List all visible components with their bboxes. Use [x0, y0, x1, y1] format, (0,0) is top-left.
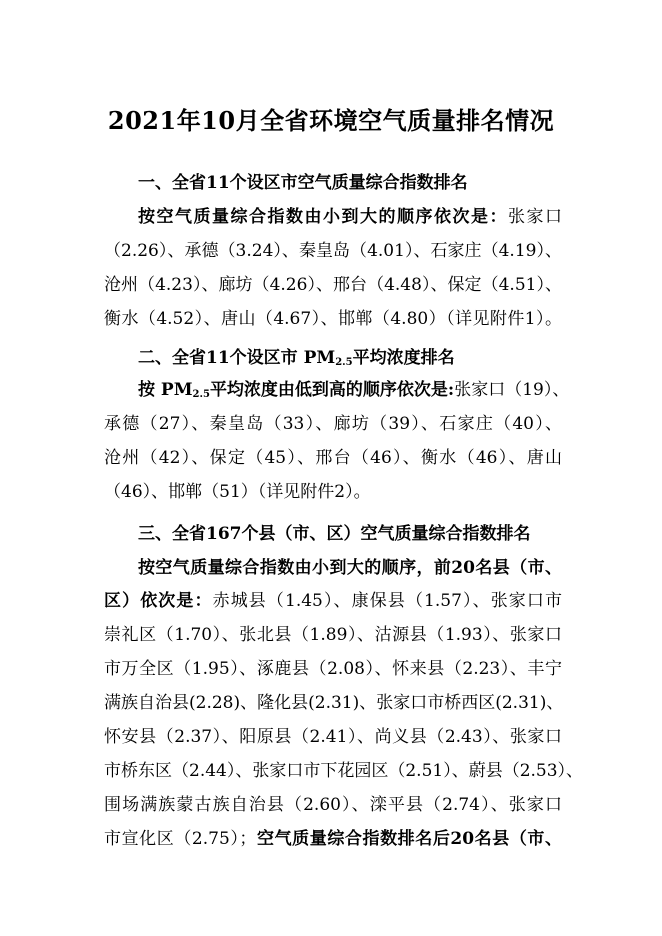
section2-paragraph-line-2: 承德（27）、秦皇岛（33）、廊坊（39）、石家庄（40）、 — [104, 414, 562, 434]
section3-text-end: 市宣化区（2.75）； — [104, 829, 257, 849]
section3-paragraph-line-8: 围场满族蒙古族自治县（2.60）、滦平县（2.74）、张家口 — [104, 795, 562, 815]
section2-heading-suffix: 平均浓度排名 — [352, 348, 455, 368]
section2-text: 张家口（19）、 — [454, 380, 570, 400]
section3-paragraph-line-5: 满族自治县(2.28)、隆化县(2.31)、张家口市桥西区(2.31)、 — [104, 693, 564, 713]
section3-heading: 三、全省167个县（市、区）空气质量综合指数排名 — [138, 524, 531, 544]
section1-heading: 一、全省11个设区市空气质量综合指数排名 — [138, 173, 468, 193]
section3-paragraph-line-9 — [104, 827, 562, 851]
section3-paragraph-line-3: 崇礼区（1.70）、张北县（1.89）、沽源县（1.93）、张家口 — [104, 625, 562, 645]
section3-paragraph-line-4: 市万全区（1.95）、涿鹿县（2.08）、怀来县（2.23）、丰宁 — [104, 659, 562, 679]
section1-paragraph-line-2: （2.26）、承德（3.24）、秦皇岛（4.01）、石家庄（4.19）、 — [104, 241, 562, 261]
section3-paragraph-line-6: 怀安县（2.37）、阳原县（2.41）、尚义县（2.43）、张家口 — [104, 727, 562, 747]
section1-lead: 按空气质量综合指数由小到大的顺序依次是： — [138, 207, 508, 227]
section1-paragraph-line-4: 衡水（4.52）、唐山（4.67）、邯郸（4.80）（详见附件1）。 — [104, 309, 562, 329]
page-title: 2021年10月全省环境空气质量排名情况 — [107, 106, 555, 135]
section3-paragraph-line-1: 按空气质量综合指数由小到大的顺序，前20名县（市、 — [138, 558, 562, 578]
section2-lead-subscript: 2.5 — [192, 389, 210, 400]
section3-bottom20-lead: 空气质量综合指数排名后20名县（市、 — [256, 829, 562, 849]
section2-paragraph-line-1 — [138, 378, 570, 402]
section1-paragraph-line-3: 沧州（4.23）、廊坊（4.26）、邢台（4.48）、保定（4.51）、 — [104, 275, 562, 295]
section1-text: 张家口 — [508, 207, 562, 227]
section2-lead-prefix: 按 PM — [138, 380, 193, 400]
section3-paragraph-line-2 — [104, 589, 562, 613]
section2-lead-suffix: 平均浓度由低到高的顺序依次是: — [209, 380, 455, 400]
section2-heading-prefix: 二、全省11个设区市 PM — [138, 348, 336, 368]
section2-heading-subscript: 2.5 — [335, 357, 353, 368]
section3-paragraph-line-7: 市桥东区（2.44）、张家口市下花园区（2.51）、蔚县（2.53）、 — [104, 761, 584, 781]
section2-paragraph-line-3: 沧州（42）、保定（45）、邢台（46）、衡水（46）、唐山 — [104, 448, 562, 468]
section2-paragraph-line-4: （46）、邯郸（51）（详见附件2）。 — [104, 482, 371, 502]
section1-paragraph-line-1 — [138, 205, 562, 229]
section2-heading — [138, 346, 562, 370]
section3-lead-continued: 区）依次是： — [104, 591, 213, 611]
section3-text: 赤城县（1.45）、康保县（1.57）、张家口市 — [212, 591, 563, 611]
section2-lead — [138, 380, 454, 400]
